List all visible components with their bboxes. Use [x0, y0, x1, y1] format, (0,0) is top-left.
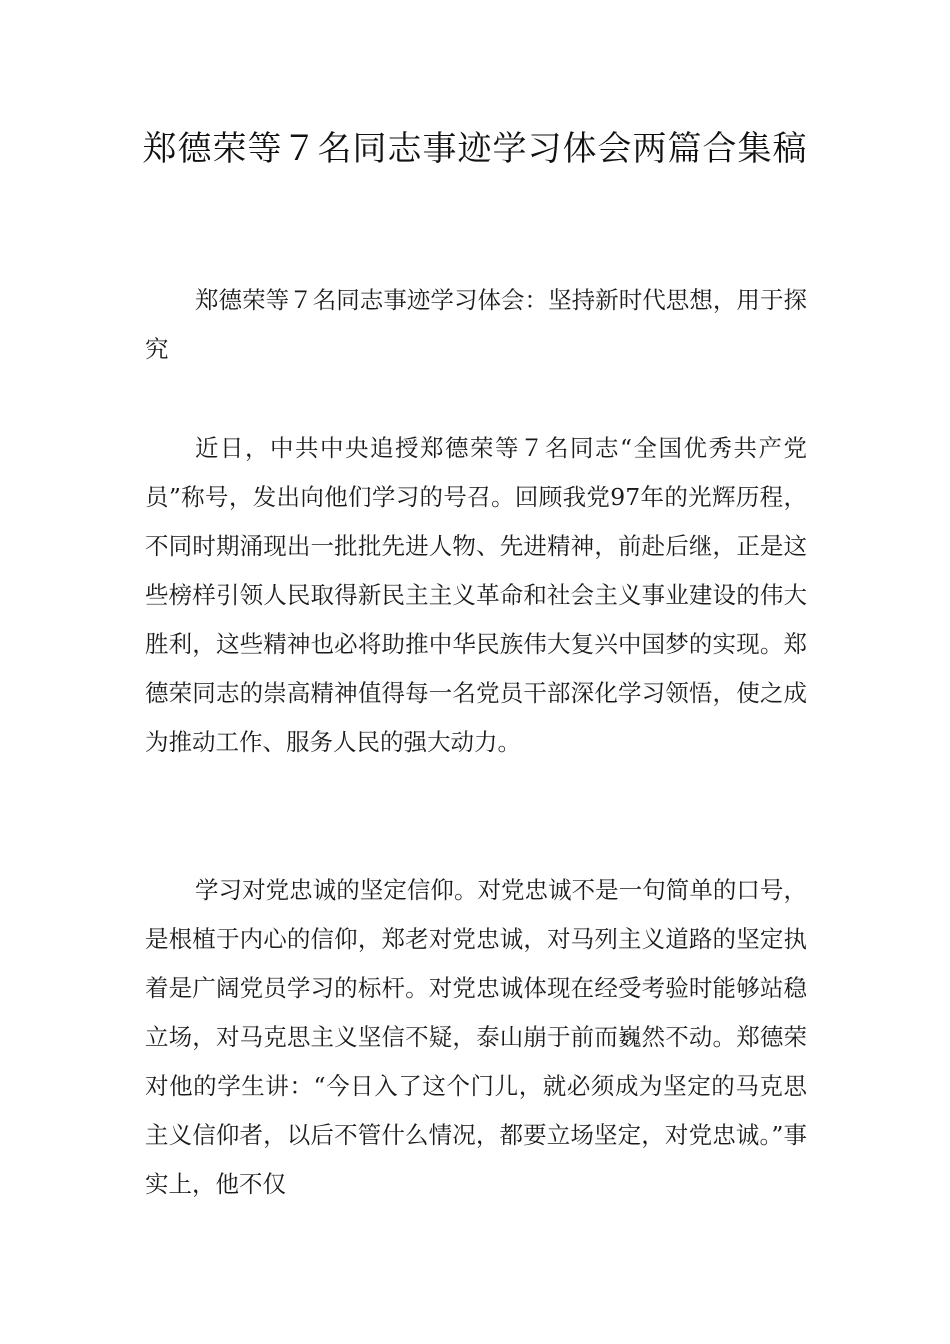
article-subtitle: 郑德荣等７名同志事迹学习体会：坚持新时代思想，用于探究: [145, 286, 807, 363]
paragraph: 学习对党忠诚的坚定信仰。对党忠诚不是一句简单的口号，是根植于内心的信仰，郑老对党忠诚，对马列主义道路的坚定执着是广阔党员学习的标杆。对党忠诚体现在经受考验时能够站稳立场，对马克思主义坚信不疑，泰山崩于前而巍然不动。郑德荣对他的学生讲：“今日入了这个门儿，就必须成为坚定的马克思主义信仰者，以后不管什么情况，都要立场坚定，对党忠诚。”事实上，他不仅: [145, 876, 807, 1198]
paragraph: 近日，中共中央追授郑德荣等７名同志“全国优秀共产党员”称号，发出向他们学习的号召。回顾我党97年的光辉历程，不同时期涌现出一批批先进人物、先进精神，前赴后继，正是这些榜样引领人民取得新民主主义革命和社会主义事业建设的伟大胜利，这些精神也必将助推中华民族伟大复兴中国梦的实现。郑德荣同志的崇高精神值得每一名党员干部深化学习领悟，使之成为推动工作、服务人民的强大动力。: [145, 434, 807, 756]
document-title: 郑德荣等７名同志事迹学习体会两篇合集稿: [142, 129, 808, 169]
